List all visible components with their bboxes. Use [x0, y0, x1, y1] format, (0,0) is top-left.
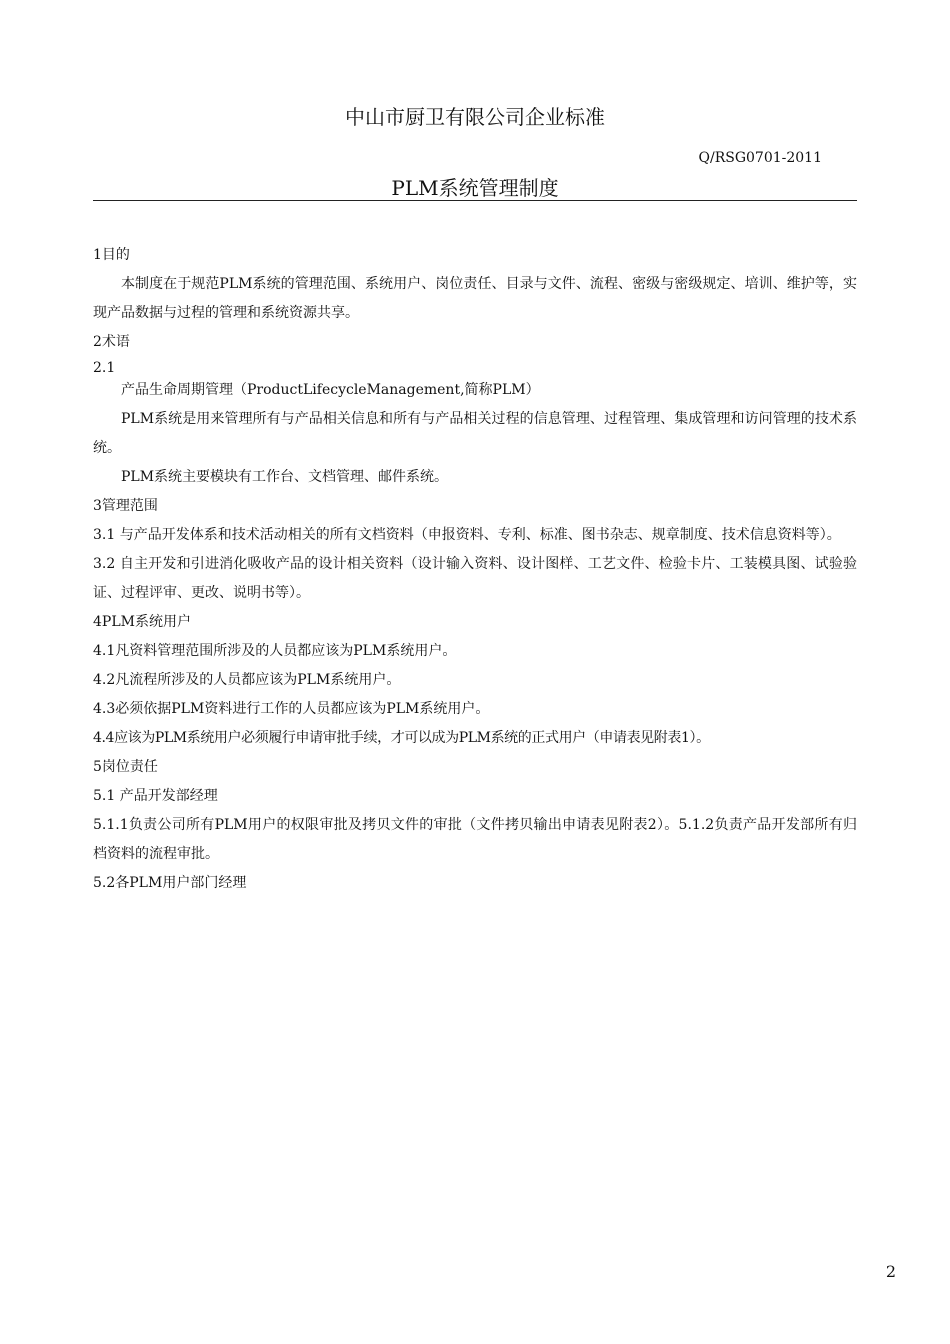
section-heading-users: 4PLM系统用户 [93, 614, 191, 630]
list-item-5-1-1: 5.1.1负责公司所有PLM用户的权限审批及拷贝文件的审批（文件拷贝输出申请表见附表2）。5.1.2负责产品开发部所有归档资料的流程审批。 [93, 817, 857, 862]
section-heading-terms: 2术语 [93, 334, 130, 350]
title-divider [93, 200, 857, 201]
section-heading-purpose: 1目的 [93, 247, 130, 263]
list-item-5-1: 5.1 产品开发部经理 [93, 788, 218, 804]
document-number: Q/RSG0701-2011 [698, 150, 822, 166]
section-heading-scope: 3管理范围 [93, 498, 158, 514]
list-item-3-2: 3.2 自主开发和引进消化吸收产品的设计相关资料（设计输入资料、设计图样、工艺文件、检验卡片、工装模具图、试验验证、过程评审、更改、说明书等）。 [93, 556, 857, 601]
paragraph-plm-system: PLM系统是用来管理所有与产品相关信息和所有与产品相关过程的信息管理、过程管理、集成管理和访问管理的技术系统。 [93, 411, 857, 456]
paragraph-plm-modules: PLM系统主要模块有工作台、文档管理、邮件系统。 [121, 469, 449, 485]
list-item-4-2: 4.2凡流程所涉及的人员都应该为PLM系统用户。 [93, 672, 401, 688]
document-title: PLM系统管理制度 [391, 176, 559, 200]
section-heading-responsibilities: 5岗位责任 [93, 759, 158, 775]
list-item-4-1: 4.1凡资料管理范围所涉及的人员都应该为PLM系统用户。 [93, 643, 457, 659]
company-standard-heading: 中山市厨卫有限公司企业标准 [345, 105, 605, 129]
paragraph-purpose: 本制度在于规范PLM系统的管理范围、系统用户、岗位责任、目录与文件、流程、密级与密级规定、培训、维护等，实现产品数据与过程的管理和系统资源共享。 [93, 276, 857, 321]
list-item-3-1: 3.1 与产品开发体系和技术活动相关的所有文档资料（申报资料、专利、标准、图书杂志、规章制度、技术信息资料等）。 [93, 527, 841, 543]
document-body [93, 241, 857, 898]
page-number: 2 [885, 1262, 896, 1281]
list-item-4-3: 4.3必须依据PLM资料进行工作的人员都应该为PLM系统用户。 [93, 701, 490, 717]
list-item-4-4: 4.4应该为PLM系统用户必须履行申请审批手续，才可以成为PLM系统的正式用户（申请表见附表1）。 [93, 730, 710, 746]
term-plm-definition: 产品生命周期管理（ProductLifecycleManagement,简称PLM） [121, 382, 540, 398]
subsection-number-2-1: 2.1 [93, 360, 116, 376]
list-item-5-2: 5.2各PLM用户部门经理 [93, 875, 247, 891]
